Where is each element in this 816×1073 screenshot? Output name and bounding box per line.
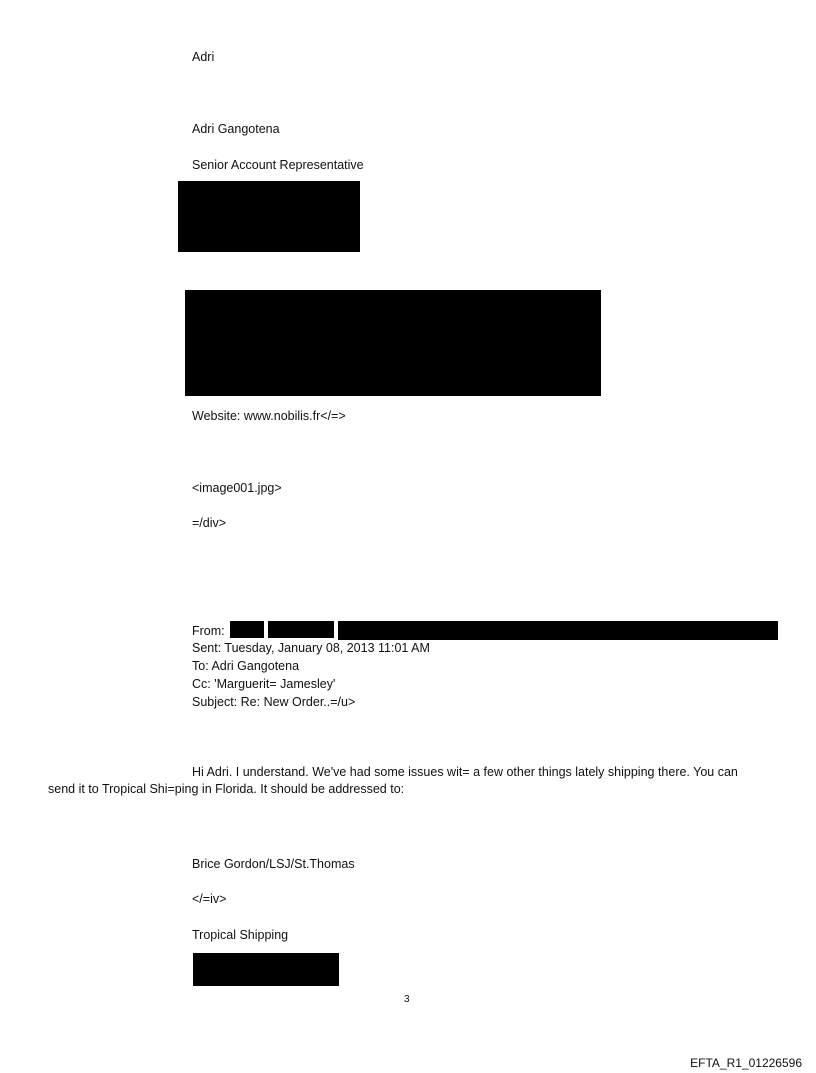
company-name: Tropical Shipping — [192, 928, 289, 942]
signature-title: Senior Account Representative — [192, 158, 364, 172]
from-label: From: — [192, 624, 225, 638]
image-placeholder: <image001.jpg> — [192, 481, 282, 495]
to-line: To: Adri Gangotena — [192, 659, 300, 673]
signature-website: Website: www.nobilis.fr</=> — [192, 409, 346, 423]
document-id: EFTA_R1_01226596 — [690, 1056, 802, 1070]
redaction-block — [178, 181, 360, 252]
sent-line: Sent: Tuesday, January 08, 2013 11:01 AM — [192, 641, 430, 655]
address-line: Brice Gordon/LSJ/St.Thomas — [192, 857, 355, 871]
redaction-block — [268, 621, 334, 638]
signature-full-name: Adri Gangotena — [192, 122, 280, 136]
redaction-block — [193, 953, 339, 986]
div-artifact: =/div> — [192, 516, 227, 530]
redaction-block — [338, 621, 778, 640]
signature-short-name: Adri — [192, 50, 215, 64]
iv-artifact: </=iv> — [192, 892, 227, 906]
redaction-block — [185, 290, 601, 396]
page-number: 3 — [404, 994, 410, 1005]
body-paragraph: Hi Adri. I understand. We've had some issues wit= a few other things lately shipping there. You can send it to Tropical Shi=ping in Florida. It should be addressed to: — [48, 765, 738, 796]
redaction-block — [230, 621, 264, 638]
cc-line: Cc: 'Marguerit= Jamesley' — [192, 677, 336, 691]
subject-line: Subject: Re: New Order..=/u> — [192, 695, 356, 709]
